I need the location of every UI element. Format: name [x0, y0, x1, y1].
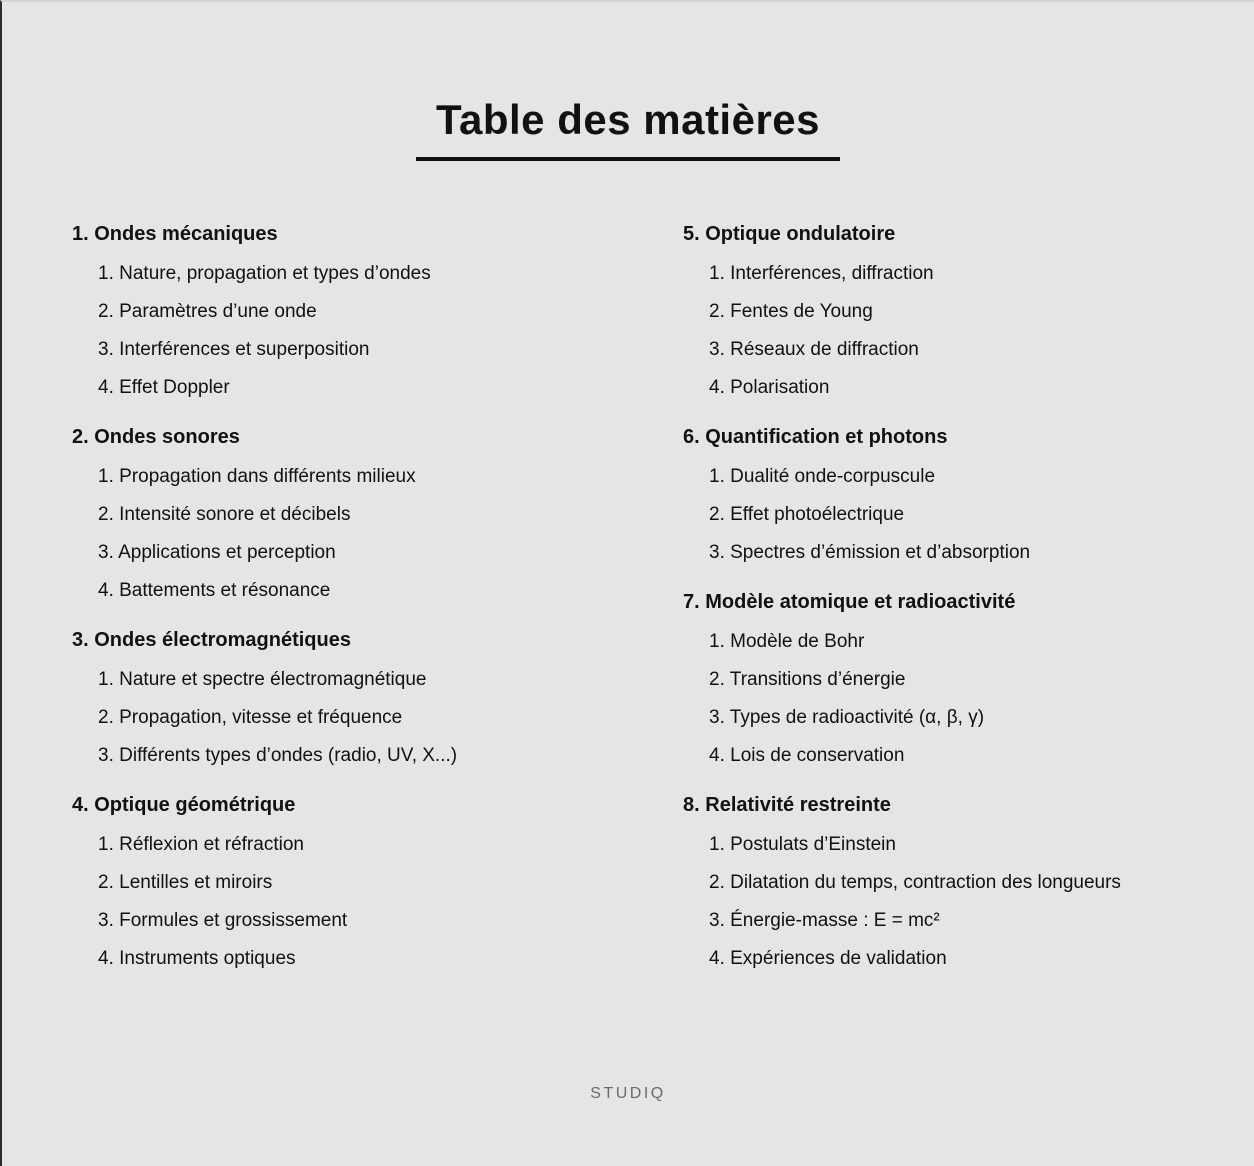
toc-item — [709, 826, 1254, 864]
toc-item — [98, 737, 629, 775]
toc-item-number: 4. — [709, 377, 725, 398]
toc-item-number: 3. — [709, 707, 725, 728]
page-title: Table des matières — [435, 96, 821, 143]
toc-section-title — [72, 418, 629, 456]
toc-item-label: Formules et grossissement — [113, 910, 348, 931]
toc-column-left — [72, 215, 629, 978]
toc-section-title — [683, 418, 1254, 456]
toc-section-items — [72, 826, 629, 978]
toc-item-label: Expériences de validation — [724, 948, 947, 969]
toc-item-label: Modèle de Bohr — [724, 631, 865, 652]
toc-section-title — [72, 621, 629, 659]
toc-item — [98, 572, 629, 610]
toc-item — [709, 331, 1254, 369]
toc-item-label: Battements et résonance — [113, 580, 331, 601]
footer-brand: STUDIQ — [590, 1085, 666, 1102]
toc-item-number: 1. — [98, 834, 114, 855]
toc-item — [709, 661, 1254, 699]
toc-item — [98, 864, 629, 902]
toc-item-number: 4. — [98, 377, 114, 398]
toc-item — [709, 902, 1254, 940]
toc-item-label: Postulats d’Einstein — [724, 834, 896, 855]
toc-section — [72, 621, 629, 775]
toc-section-items — [683, 623, 1254, 775]
toc-item-number: 1. — [709, 466, 725, 487]
toc-item-number: 4. — [709, 745, 725, 766]
toc-item-number: 3. — [709, 542, 725, 563]
toc-item-number: 2. — [98, 301, 114, 322]
toc-item — [709, 496, 1254, 534]
toc-item-number: 3. — [98, 745, 114, 766]
toc-item-label: Propagation, vitesse et fréquence — [113, 707, 403, 728]
toc-item — [709, 534, 1254, 572]
toc-item — [98, 255, 629, 293]
toc-item — [709, 623, 1254, 661]
toc-item-label: Interférences et superposition — [113, 339, 370, 360]
toc-section-number: 3. — [72, 629, 89, 651]
toc-item-label: Polarisation — [724, 377, 830, 398]
page-header — [2, 2, 1254, 161]
toc-item-label: Nature, propagation et types d’ondes — [113, 263, 431, 284]
toc-section-number: 5. — [683, 223, 700, 245]
toc-item-number: 1. — [709, 631, 725, 652]
title-underline-rule — [416, 157, 840, 161]
toc-item — [98, 940, 629, 978]
toc-item-number: 2. — [98, 707, 114, 728]
toc-section-label: Ondes mécaniques — [94, 223, 278, 245]
toc-section — [72, 215, 629, 407]
toc-item-label: Lentilles et miroirs — [113, 872, 273, 893]
toc-item — [709, 699, 1254, 737]
toc-section-title — [683, 583, 1254, 621]
toc-item-label: Fentes de Young — [724, 301, 873, 322]
toc-item-label: Propagation dans différents milieux — [113, 466, 416, 487]
toc-section — [683, 418, 1254, 572]
toc-item-number: 3. — [98, 910, 114, 931]
toc-section-label: Ondes électromagnétiques — [94, 629, 351, 651]
toc-item-number: 2. — [98, 504, 114, 525]
toc-item — [98, 293, 629, 331]
toc-item-label: Effet photoélectrique — [724, 504, 905, 525]
toc-section-label: Optique ondulatoire — [705, 223, 896, 245]
toc-item-number: 3. — [98, 542, 114, 563]
toc-section — [72, 418, 629, 610]
toc-section-items — [683, 826, 1254, 978]
toc-item — [98, 902, 629, 940]
toc-item-number: 1. — [98, 466, 114, 487]
toc-section — [683, 215, 1254, 407]
toc-item — [709, 369, 1254, 407]
toc-item-label: Applications et perception — [113, 542, 336, 563]
toc-section-items — [683, 458, 1254, 572]
toc-section — [683, 786, 1254, 978]
toc-item-label: Paramètres d’une onde — [113, 301, 317, 322]
toc-item-label: Réseaux de diffraction — [724, 339, 919, 360]
toc-item-number: 3. — [709, 339, 725, 360]
toc-item-number: 4. — [98, 580, 114, 601]
toc-section-title — [683, 215, 1254, 253]
toc-item-label: Dilatation du temps, contraction des longueurs — [724, 872, 1121, 893]
toc-item-label: Nature et spectre électromagnétique — [113, 669, 427, 690]
toc-item-label: Dualité onde-corpuscule — [724, 466, 936, 487]
toc-item — [98, 458, 629, 496]
toc-item-label: Spectres d’émission et d’absorption — [724, 542, 1031, 563]
toc-section-label: Quantification et photons — [705, 426, 948, 448]
toc-section-number: 8. — [683, 794, 700, 816]
toc-item-label: Réflexion et réfraction — [113, 834, 304, 855]
toc-item-number: 2. — [98, 872, 114, 893]
toc-section-title — [683, 786, 1254, 824]
toc-item — [709, 940, 1254, 978]
toc-section-label: Modèle atomique et radioactivité — [705, 591, 1016, 613]
toc-item — [98, 699, 629, 737]
toc-item — [98, 661, 629, 699]
toc-section-number: 2. — [72, 426, 89, 448]
toc-section-number: 6. — [683, 426, 700, 448]
toc-item-number: 2. — [709, 301, 725, 322]
toc-column-right — [683, 215, 1254, 978]
toc-item-label: Lois de conservation — [724, 745, 905, 766]
toc — [2, 215, 1254, 978]
toc-section-number: 7. — [683, 591, 700, 613]
toc-item-number: 1. — [98, 263, 114, 284]
toc-item-number: 1. — [709, 263, 725, 284]
toc-item-number: 4. — [709, 948, 725, 969]
toc-item-number: 2. — [709, 872, 725, 893]
toc-section — [72, 786, 629, 978]
toc-item — [98, 331, 629, 369]
toc-item-label: Instruments optiques — [113, 948, 296, 969]
toc-item-number: 4. — [98, 948, 114, 969]
toc-section-label: Ondes sonores — [94, 426, 240, 448]
toc-item — [709, 737, 1254, 775]
toc-section-items — [683, 255, 1254, 407]
toc-section-number: 4. — [72, 794, 89, 816]
toc-section-items — [72, 458, 629, 610]
toc-item — [709, 864, 1254, 902]
toc-item-label: Effet Doppler — [113, 377, 230, 398]
toc-item-label: Interférences, diffraction — [724, 263, 934, 284]
toc-item — [98, 496, 629, 534]
toc-section-title — [72, 786, 629, 824]
toc-item-label: Énergie-masse : E = mc² — [724, 910, 940, 931]
toc-section-title — [72, 215, 629, 253]
toc-item — [709, 293, 1254, 331]
toc-item — [98, 534, 629, 572]
toc-item-number: 1. — [98, 669, 114, 690]
toc-item-label: Transitions d’énergie — [724, 669, 906, 690]
toc-section-items — [72, 661, 629, 775]
toc-section-label: Relativité restreinte — [705, 794, 891, 816]
toc-item-label: Différents types d’ondes (radio, UV, X...) — [113, 745, 458, 766]
toc-item — [98, 826, 629, 864]
toc-item-number: 2. — [709, 504, 725, 525]
toc-item — [709, 255, 1254, 293]
toc-item-number: 1. — [709, 834, 725, 855]
toc-item — [98, 369, 629, 407]
toc-item — [709, 458, 1254, 496]
toc-section-items — [72, 255, 629, 407]
toc-section — [683, 583, 1254, 775]
toc-item-label: Intensité sonore et décibels — [113, 504, 351, 525]
toc-section-label: Optique géométrique — [94, 794, 296, 816]
toc-item-number: 3. — [709, 910, 725, 931]
toc-section-number: 1. — [72, 223, 89, 245]
toc-item-number: 3. — [98, 339, 114, 360]
toc-item-label: Types de radioactivité (α, β, γ) — [724, 707, 985, 728]
toc-item-number: 2. — [709, 669, 725, 690]
